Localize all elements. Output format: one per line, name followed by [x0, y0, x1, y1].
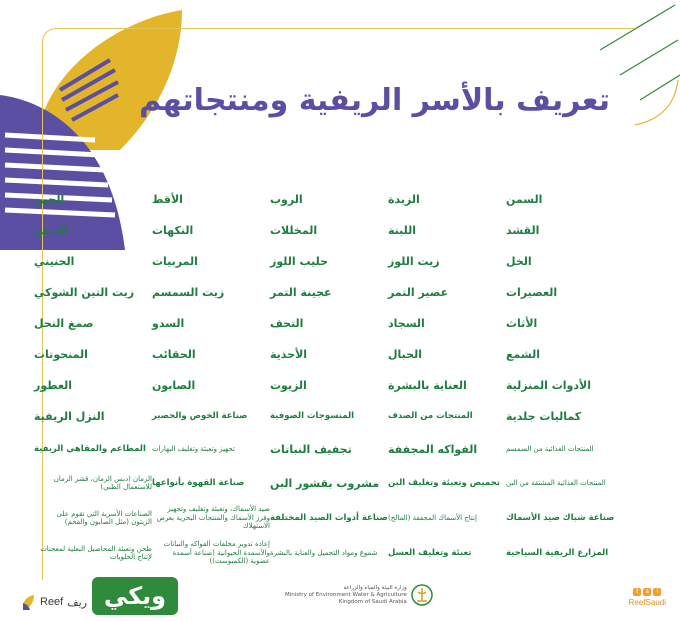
product-item: الصابون: [152, 378, 196, 392]
product-item: صناعة شباك صيد الأسماك: [506, 513, 615, 523]
product-item: الفواكه المجففة: [388, 442, 478, 456]
twitter-icon: t: [633, 588, 641, 596]
product-item: زيت اللوز: [388, 254, 440, 268]
product-item: شموع ومواد التجميل والعناية بالبشرة: [270, 548, 378, 557]
product-item: الأقط: [152, 192, 183, 206]
product-item: مشروب بقشور البن: [270, 476, 380, 490]
reef-social-block: [629, 588, 666, 607]
product-item: الرمان (دبس الرمان، قشر الرمان للاستعمال الطبي): [53, 474, 152, 491]
product-item: الزيوت: [270, 378, 307, 392]
product-item: التحف: [270, 316, 304, 330]
product-item: المنحوتات: [34, 347, 88, 361]
product-item: النزل الريفية: [34, 409, 105, 423]
product-item: العناية بالبشرة: [388, 378, 467, 392]
product-item: السمن: [506, 192, 543, 206]
product-item: الجبن: [34, 192, 65, 206]
product-item: المزارع الريفية السياحية: [506, 548, 609, 558]
product-item: الروب: [270, 192, 303, 206]
reef-handle: ReefSaudi: [628, 598, 666, 607]
ministry-name-en: Ministry of Environment Water & Agriculture: [285, 591, 407, 598]
reef-name-ar: ريف: [67, 596, 88, 609]
product-item: المنتجات الغذائية من السمسم: [506, 444, 594, 453]
product-item: طحن وتعبئة المحاصيل البعلية لمعجنات لإنتاج الحلويات: [40, 544, 152, 561]
product-item: تحميص وتعبئة وتغليف البن: [388, 478, 500, 488]
product-item: عصير التمر: [388, 285, 449, 299]
product-item: حليب اللوز: [270, 254, 329, 268]
saudi-emblem-icon: [411, 584, 433, 606]
product-item: المخللات: [270, 223, 318, 237]
product-item: الزبدة: [388, 192, 420, 206]
reef-logo: [22, 594, 87, 610]
ministry-name-ar: وزارة البيئة والمياه والزراعة: [343, 584, 407, 591]
product-item: صيد الأسماك، وتعبئة وتغليف وتجهيز وفرز الأسماك والمنتجات البحرية بغرض الاستهلاك: [156, 505, 270, 531]
reef-name-en: Reef: [40, 596, 64, 608]
product-item: إعادة تدوير مخلفات الفواكه والنباتات والأسمدة الحيوانية (صناعة أسمدة عضوية (الكمبوست)): [163, 540, 270, 566]
ministry-kingdom-en: Kingdom of Saudi Arabia: [338, 598, 407, 605]
product-item: القشد: [506, 223, 540, 237]
product-item: الصناعات الأسرية التي تقوم على الزيتون (مثل الصابون والفحم): [56, 509, 152, 526]
ministry-logo: [285, 584, 433, 606]
product-item: تجفيف النباتات: [270, 442, 352, 456]
product-item: المنتجات من الصدف: [388, 411, 473, 421]
product-item: العطور: [34, 378, 73, 392]
product-item: السدو: [152, 316, 185, 330]
product-item: المنسوجات الصوفية: [270, 411, 355, 421]
social-icons: [633, 588, 661, 596]
product-item: الأحذية: [270, 347, 308, 361]
product-item: الدبس: [34, 223, 68, 237]
product-item: المطاعم والمقاهي الريفية: [34, 444, 146, 454]
product-item: المربيات: [152, 254, 198, 268]
product-item: الحبال: [388, 347, 422, 361]
product-item: صناعة الخوص والحصير: [152, 411, 248, 421]
product-item: الأدوات المنزلية: [506, 378, 591, 392]
product-item: صناعة أدوات الصيد المختلفة: [270, 513, 388, 523]
product-item: صناعة القهوة بأنواعها: [152, 478, 245, 488]
snapchat-icon: s: [643, 588, 651, 596]
product-item: تعبئة وتغليف العسل: [388, 548, 472, 558]
product-item: زيت السمسم: [152, 285, 225, 299]
product-item: النكهات: [152, 223, 194, 237]
product-item: الحقائب: [152, 347, 196, 361]
product-item: زيت التين الشوكي: [34, 285, 135, 299]
reef-leaf-icon: [22, 594, 36, 610]
page-title: تعريف بالأسر الريفية ومنتجاتهم: [139, 83, 610, 118]
instagram-icon: i: [653, 588, 661, 596]
product-item: الحنيني: [34, 254, 75, 268]
product-item: الشمع: [506, 347, 540, 361]
product-item: كماليات جلدية: [506, 409, 582, 423]
product-item: الأثاث: [506, 316, 538, 330]
product-item: السجاد: [388, 316, 425, 330]
product-item: صمغ النحل: [34, 316, 94, 330]
product-item: عجينة التمر: [270, 285, 332, 299]
product-item: اللبنة: [388, 223, 417, 237]
product-item: العصيرات: [506, 285, 558, 299]
wiki-logo: ويكي: [92, 577, 178, 615]
product-item: تجهيز وتعبئة وتغليف البهارات: [152, 444, 235, 453]
product-item: المنتجات الغذائية المشتقة من البن: [506, 478, 606, 487]
product-item: إنتاج الأسماك المجففة (المالح): [388, 513, 477, 522]
product-item: الخل: [506, 254, 532, 268]
products-grid: [34, 180, 624, 575]
ministry-text: [285, 585, 407, 606]
